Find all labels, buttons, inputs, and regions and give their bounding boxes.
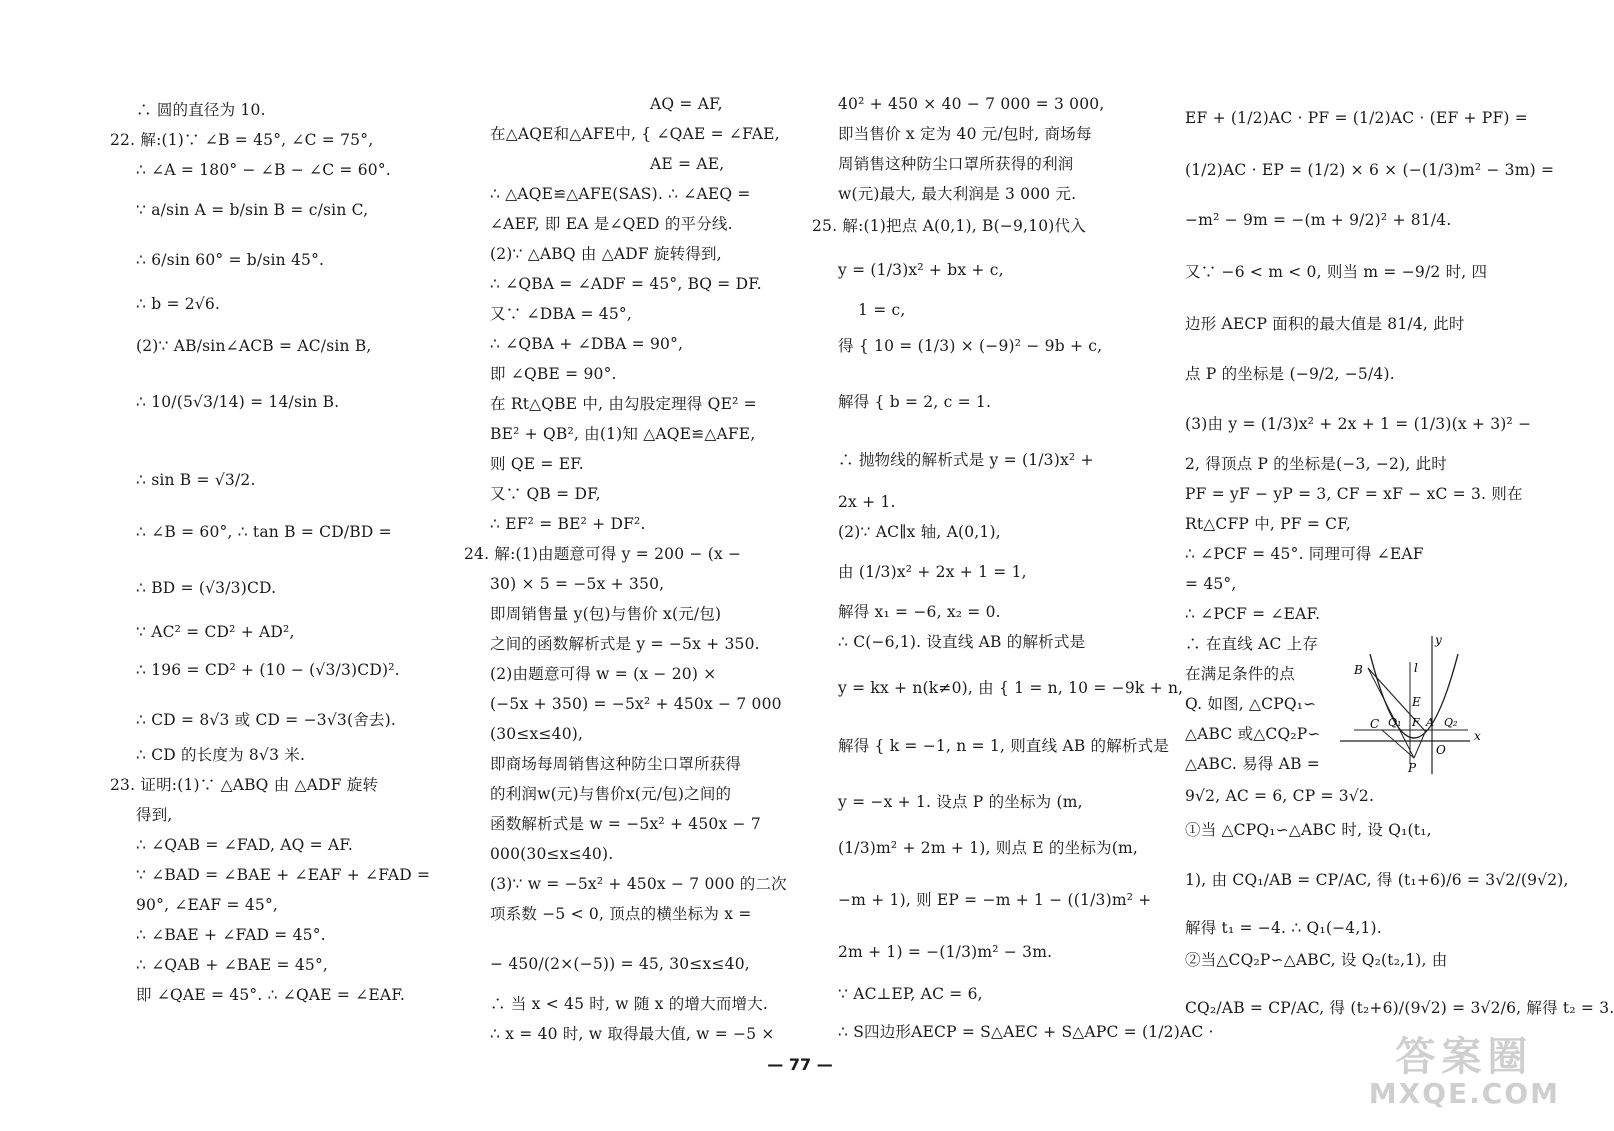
text-line: EF + (1/2)AC · PF = (1/2)AC · (EF + PF) = <box>1185 109 1528 127</box>
text-line: 得到, <box>136 806 173 824</box>
text-line: 即 ∠QBE = 90°. <box>490 365 617 383</box>
text-line: ∴ ∠PCF = ∠EAF. <box>1185 605 1321 623</box>
text-line: ∴ EF² = BE² + DF². <box>490 515 646 533</box>
text-line: ∴ x = 40 时, w 取得最大值, w = −5 × <box>490 1025 775 1043</box>
watermark-text: 答案圈 <box>1395 1034 1534 1080</box>
text-line: 2m + 1) = −(1/3)m² − 3m. <box>838 943 1053 961</box>
text-line: 得 { 10 = (1/3) × (−9)² − 9b + c, <box>838 337 1103 355</box>
text-line: ∴ b = 2√6. <box>136 295 221 313</box>
text-line: ∴ ∠A = 180° − ∠B − ∠C = 60°. <box>136 161 391 179</box>
label-f: F <box>1412 716 1420 729</box>
text-line: ∴ 圆的直径为 10. <box>136 101 266 119</box>
text-line: ②当△CQ₂P∽△ABC, 设 Q₂(t₂,1), 由 <box>1185 951 1448 969</box>
text-line: AE = AE, <box>650 155 725 173</box>
text-line: 解得 x₁ = −6, x₂ = 0. <box>838 603 1001 621</box>
text-line: 在△AQE和△AFE中, { ∠QAE = ∠FAE, <box>490 125 780 143</box>
text-line: 22. 解:(1)∵ ∠B = 45°, ∠C = 75°, <box>110 131 374 149</box>
text-line: 2x + 1. <box>838 493 896 511</box>
text-line: PF = yF − yP = 3, CF = xF − xC = 3. 则在 <box>1185 485 1523 503</box>
text-line: 1 = c, <box>858 301 906 319</box>
text-line: △ABC. 易得 AB = <box>1185 755 1320 773</box>
text-line: − 450/(2×(−5)) = 45, 30≤x≤40, <box>490 955 750 973</box>
text-line: (2)∵ AB/sin∠ACB = AC/sin B, <box>136 337 372 355</box>
text-line: 又∵ QB = DF, <box>490 485 601 503</box>
text-line: ∴ ∠B = 60°, ∴ tan B = CD/BD = <box>136 523 392 541</box>
text-line: ∴ 10/(5√3/14) = 14/sin B. <box>136 393 340 411</box>
text-line: ∠AEF, 即 EA 是∠QED 的平分线. <box>490 215 733 233</box>
text-line: 函数解析式是 w = −5x² + 450x − 7 <box>490 815 761 833</box>
text-line: ∴ ∠QAB = ∠FAD, AQ = AF. <box>136 836 354 854</box>
text-line: ∴ 在直线 AC 上存 <box>1185 635 1319 653</box>
page-number: — 77 — <box>767 1055 833 1074</box>
text-line: ∴ S四边形AECP = S△AEC + S△APC = (1/2)AC · <box>838 1023 1214 1041</box>
text-line: 即 ∠QAE = 45°. ∴ ∠QAE = ∠EAF. <box>136 986 405 1004</box>
label-l: l <box>1414 661 1418 675</box>
text-line: ∴ ∠BAE + ∠FAD = 45°. <box>136 926 326 944</box>
label-y: y <box>1435 633 1442 647</box>
text-line: 解得 { b = 2, c = 1. <box>838 393 992 411</box>
label-a: A <box>1426 716 1434 729</box>
text-line: 24. 解:(1)由题意可得 y = 200 − (x − <box>464 545 742 563</box>
line-cp <box>1382 730 1414 758</box>
text-line: Rt△CFP 中, PF = CF, <box>1185 515 1351 533</box>
text-line: Q. 如图, △CPQ₁∽ <box>1185 695 1317 713</box>
text-line: ∴ ∠QBA = ∠ADF = 45°, BQ = DF. <box>490 275 762 293</box>
text-line: ∴ 196 = CD² + (10 − (√3/3)CD)². <box>136 661 400 679</box>
text-line: 边形 AECP 面积的最大值是 81/4, 此时 <box>1185 315 1465 333</box>
watermark <box>1369 1035 1560 1109</box>
text-line: ∴ ∠QAB + ∠BAE = 45°, <box>136 956 329 974</box>
text-line: y = kx + n(k≠0), 由 { 1 = n, 10 = −9k + n, <box>838 679 1184 697</box>
text-line: (3)由 y = (1/3)x² + 2x + 1 = (1/3)(x + 3)² − <box>1185 415 1532 433</box>
text-line: ∴ C(−6,1). 设直线 AB 的解析式是 <box>838 633 1086 651</box>
text-line: 周销售这种防尘口罩所获得的利润 <box>838 155 1074 173</box>
text-line: (30≤x≤40), <box>490 725 584 743</box>
text-line: 在 Rt△QBE 中, 由勾股定理得 QE² = <box>490 395 757 413</box>
text-line: (2)由题意可得 w = (x − 20) × <box>490 665 717 683</box>
text-line: CQ₂/AB = CP/AC, 得 (t₂+6)/(9√2) = 3√2/6, 解得 t₂ = 3. <box>1185 999 1614 1017</box>
text-line: ∴ CD 的长度为 8√3 米. <box>136 746 306 764</box>
text-line: ∴ 6/sin 60° = b/sin 45°. <box>136 251 325 269</box>
label-c: C <box>1370 717 1380 731</box>
text-line: 又∵ ∠DBA = 45°, <box>490 305 632 323</box>
text-line: ∴ 抛物线的解析式是 y = (1/3)x² + <box>838 451 1094 469</box>
label-q2: Q₂ <box>1444 716 1458 729</box>
text-line: 40² + 450 × 40 − 7 000 = 3 000, <box>838 95 1105 113</box>
text-line: 的利润w(元)与售价x(元/包)之间的 <box>490 785 732 803</box>
text-line: 25. 解:(1)把点 A(0,1), B(−9,10)代入 <box>812 217 1086 235</box>
text-line: 即商场每周销售这种防尘口罩所获得 <box>490 755 742 773</box>
text-line: (1/3)m² + 2m + 1), 则点 E 的坐标为(m, <box>838 839 1138 857</box>
text-line: 点 P 的坐标是 (−9/2, −5/4). <box>1185 365 1395 383</box>
text-line: = 45°, <box>1185 575 1237 593</box>
text-line: ①当 △CPQ₁∽△ABC 时, 设 Q₁(t₁, <box>1185 821 1432 839</box>
text-line: ∵ a/sin A = b/sin B = c/sin C, <box>136 201 369 219</box>
text-line: 项系数 −5 < 0, 顶点的横坐标为 x = <box>490 905 752 923</box>
text-line: 之间的函数解析式是 y = −5x + 350. <box>490 635 760 653</box>
text-line: ∴ ∠QBA + ∠DBA = 90°, <box>490 335 684 353</box>
text-line: 1), 由 CQ₁/AB = CP/AC, 得 (t₁+6)/6 = 3√2/(9√2), <box>1185 871 1569 889</box>
text-line: AQ = AF, <box>650 95 723 113</box>
text-line: BE² + QB², 由(1)知 △AQE≌△AFE, <box>490 425 756 443</box>
text-line: ∴ ∠PCF = 45°. 同理可得 ∠EAF <box>1185 545 1424 563</box>
text-line: 000(30≤x≤40). <box>490 845 614 863</box>
label-q1: Q₁ <box>1388 716 1402 729</box>
watermark-url: MXQE.COM <box>1368 1077 1560 1110</box>
label-p: P <box>1408 761 1417 775</box>
text-line: (3)∵ w = −5x² + 450x − 7 000 的二次 <box>490 875 787 893</box>
text-line: −m² − 9m = −(m + 9/2)² + 81/4. <box>1185 211 1452 229</box>
text-line: 30) × 5 = −5x + 350, <box>490 575 665 593</box>
text-line: ∴ BD = (√3/3)CD. <box>136 579 277 597</box>
text-line: 90°, ∠EAF = 45°, <box>136 896 279 914</box>
text-line: △ABC 或△CQ₂P∽ <box>1185 725 1321 743</box>
text-line: (2)∵ AC∥x 轴, A(0,1), <box>838 523 1001 541</box>
text-line: 解得 t₁ = −4. ∴ Q₁(−4,1). <box>1185 919 1382 937</box>
parabola-figure <box>1330 632 1480 777</box>
text-line: 在满足条件的点 <box>1185 665 1295 683</box>
label-o: O <box>1436 743 1446 757</box>
text-line: 解得 { k = −1, n = 1, 则直线 AB 的解析式是 <box>838 737 1170 755</box>
text-line: ∴ △AQE≌△AFE(SAS). ∴ ∠AEQ = <box>490 185 751 203</box>
label-e: E <box>1412 695 1421 709</box>
text-line: (−5x + 350) = −5x² + 450x − 7 000 <box>490 695 782 713</box>
label-x: x <box>1474 729 1481 743</box>
text-line: ∵ ∠BAD = ∠BAE + ∠EAF + ∠FAD = <box>136 866 431 884</box>
label-b: B <box>1354 663 1363 677</box>
text-line: ∵ AC⊥EP, AC = 6, <box>838 985 983 1003</box>
text-line: ∴ 当 x < 45 时, w 随 x 的增大而增大. <box>490 995 769 1013</box>
text-line: ∴ sin B = √3/2. <box>136 471 256 489</box>
text-line: ∵ AC² = CD² + AD², <box>136 623 295 641</box>
text-line: y = −x + 1. 设点 P 的坐标为 (m, <box>838 793 1083 811</box>
text-line: y = (1/3)x² + bx + c, <box>838 261 1004 279</box>
text-line: 2, 得顶点 P 的坐标是(−3, −2), 此时 <box>1185 455 1447 473</box>
text-line: 又∵ −6 < m < 0, 则当 m = −9/2 时, 四 <box>1185 263 1488 281</box>
text-line: ∴ CD = 8√3 或 CD = −3√3(舍去). <box>136 711 397 729</box>
text-line: 23. 证明:(1)∵ △ABQ 由 △ADF 旋转 <box>110 776 379 794</box>
text-line: 则 QE = EF. <box>490 455 584 473</box>
text-line: (2)∵ △ABQ 由 △ADF 旋转得到, <box>490 245 722 263</box>
line-ap <box>1414 730 1426 758</box>
text-line: −m + 1), 则 EP = −m + 1 − ((1/3)m² + <box>838 891 1152 909</box>
line-bp <box>1368 668 1414 758</box>
text-line: w(元)最大, 最大利润是 3 000 元. <box>838 185 1077 203</box>
text-line: 由 (1/3)x² + 2x + 1 = 1, <box>838 563 1027 581</box>
text-line: 9√2, AC = 6, CP = 3√2. <box>1185 787 1375 805</box>
text-line: 即当售价 x 定为 40 元/包时, 商场每 <box>838 125 1092 143</box>
text-line: (1/2)AC · EP = (1/2) × 6 × (−(1/3)m² − 3m) = <box>1185 161 1555 179</box>
text-line: 即周销售量 y(包)与售价 x(元/包) <box>490 605 722 623</box>
